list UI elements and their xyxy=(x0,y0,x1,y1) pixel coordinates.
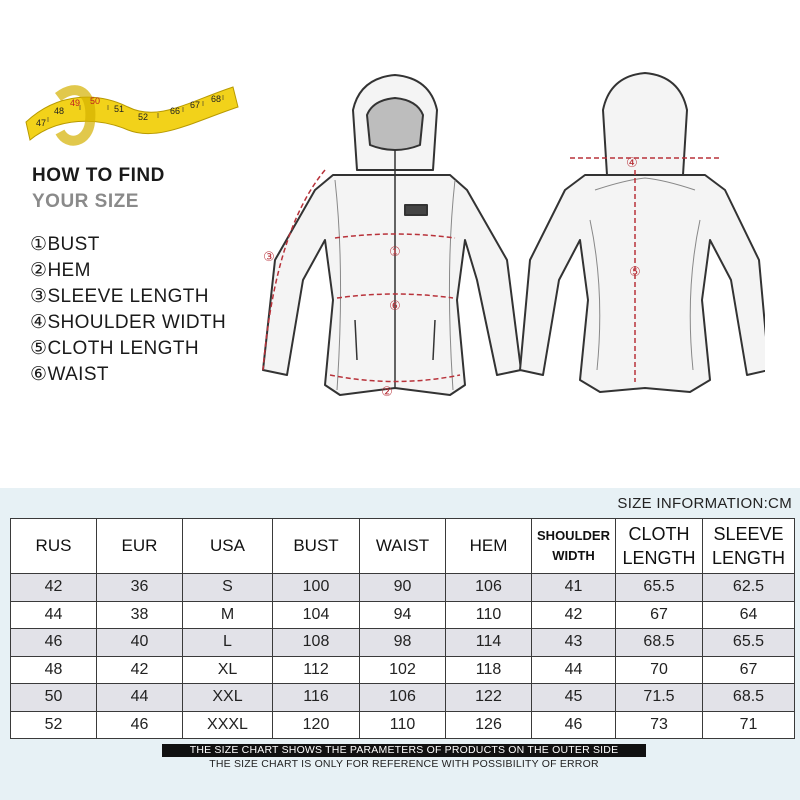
tape-number: 49 xyxy=(70,98,81,108)
header-cloth-length xyxy=(616,519,703,574)
table-cell: 116 xyxy=(273,684,360,712)
table-cell: 41 xyxy=(532,574,616,602)
header-line: WIDTH xyxy=(552,548,595,563)
table-cell: XL xyxy=(183,656,273,684)
legend-item-bust xyxy=(30,232,226,258)
header-usa: USA xyxy=(183,519,273,574)
legend-item-waist xyxy=(30,362,226,388)
tape-number: 51 xyxy=(114,104,125,114)
measurement-legend xyxy=(30,232,226,388)
table-cell: 110 xyxy=(360,711,446,739)
header-line: LENGTH xyxy=(711,548,785,568)
table-cell: 71.5 xyxy=(616,684,703,712)
table-cell: 122 xyxy=(446,684,532,712)
outer-side-note: THE SIZE CHART SHOWS THE PARAMETERS OF PRODUCTS ON THE OUTER SIDE xyxy=(162,744,646,757)
table-cell: 73 xyxy=(616,711,703,739)
jacket-diagram xyxy=(245,70,765,415)
table-row xyxy=(11,684,795,712)
table-cell: 106 xyxy=(360,684,446,712)
table-cell: 44 xyxy=(532,656,616,684)
table-cell: 45 xyxy=(532,684,616,712)
table-cell: 40 xyxy=(97,629,183,657)
measuring-tape-icon xyxy=(18,62,243,152)
table-cell: 38 xyxy=(97,601,183,629)
table-cell: 46 xyxy=(11,629,97,657)
table-cell: 114 xyxy=(446,629,532,657)
tape-number: 52 xyxy=(138,112,149,122)
header-rus: RUS xyxy=(11,519,97,574)
table-cell: 44 xyxy=(11,601,97,629)
table-cell: 48 xyxy=(11,656,97,684)
table-cell: 112 xyxy=(273,656,360,684)
legend-marker: ⑤ xyxy=(30,338,48,359)
table-cell: 44 xyxy=(97,684,183,712)
table-cell: 126 xyxy=(446,711,532,739)
legend-marker: ④ xyxy=(30,312,48,333)
jacket-back-icon xyxy=(520,73,765,392)
table-cell: 46 xyxy=(97,711,183,739)
legend-marker: ① xyxy=(30,234,48,255)
table-cell: 118 xyxy=(446,656,532,684)
marker-sleeve: ③ xyxy=(263,250,275,265)
tape-number: 50 xyxy=(90,96,101,106)
table-cell: 100 xyxy=(273,574,360,602)
legend-marker: ⑥ xyxy=(30,364,48,385)
table-cell: 50 xyxy=(11,684,97,712)
guide-heading xyxy=(32,165,165,213)
marker-length: ⑤ xyxy=(629,265,641,280)
table-cell: 106 xyxy=(446,574,532,602)
table-cell: 110 xyxy=(446,601,532,629)
legend-marker: ② xyxy=(30,260,48,281)
table-cell: 102 xyxy=(360,656,446,684)
header-line: CLOTH xyxy=(628,524,690,544)
table-cell: 120 xyxy=(273,711,360,739)
legend-item-hem xyxy=(30,258,226,284)
table-cell: 42 xyxy=(532,601,616,629)
reference-note: THE SIZE CHART IS ONLY FOR REFERENCE WITH POSSIBILITY OF ERROR xyxy=(209,758,599,770)
header-shoulder-width xyxy=(532,519,616,574)
table-cell: 68.5 xyxy=(616,629,703,657)
size-info-label: SIZE INFORMATION:CM xyxy=(617,495,792,512)
legend-label: SHOULDER WIDTH xyxy=(47,312,227,333)
table-cell: 52 xyxy=(11,711,97,739)
tape-number: 48 xyxy=(54,106,65,116)
legend-item-cloth-length xyxy=(30,336,226,362)
table-cell: 65.5 xyxy=(616,574,703,602)
marker-hem: ② xyxy=(381,385,393,400)
table-cell: 64 xyxy=(703,601,795,629)
table-header-row xyxy=(11,519,795,574)
tape-number: 67 xyxy=(190,100,201,110)
table-cell: 36 xyxy=(97,574,183,602)
table-cell: XXXL xyxy=(183,711,273,739)
guide-heading-line2: YOUR SIZE xyxy=(32,191,139,212)
table-cell: 46 xyxy=(532,711,616,739)
legend-label: HEM xyxy=(47,260,91,281)
size-table xyxy=(10,518,795,739)
marker-bust: ① xyxy=(389,245,401,260)
table-cell: XXL xyxy=(183,684,273,712)
table-cell: 68.5 xyxy=(703,684,795,712)
table-cell: 67 xyxy=(703,656,795,684)
tape-number: 68 xyxy=(211,94,222,104)
table-row xyxy=(11,629,795,657)
table-row xyxy=(11,711,795,739)
legend-item-sleeve-length xyxy=(30,284,226,310)
table-cell: 67 xyxy=(616,601,703,629)
tape-number: 47 xyxy=(36,118,47,128)
table-cell: 70 xyxy=(616,656,703,684)
header-hem: HEM xyxy=(446,519,532,574)
header-line: SLEEVE xyxy=(713,524,784,544)
table-row xyxy=(11,601,795,629)
marker-shoulder: ④ xyxy=(626,156,638,171)
table-cell: M xyxy=(183,601,273,629)
marker-waist: ⑥ xyxy=(389,299,401,314)
table-cell: 108 xyxy=(273,629,360,657)
guide-heading-line1: HOW TO FIND xyxy=(32,165,165,186)
table-cell: 71 xyxy=(703,711,795,739)
header-eur: EUR xyxy=(97,519,183,574)
size-chart-panel xyxy=(0,488,800,800)
table-cell: 98 xyxy=(360,629,446,657)
legend-label: WAIST xyxy=(47,364,109,385)
tape-number: 66 xyxy=(170,106,181,116)
legend-item-shoulder-width xyxy=(30,310,226,336)
jacket-front-icon xyxy=(263,75,521,395)
header-waist: WAIST xyxy=(360,519,446,574)
table-cell: 42 xyxy=(97,656,183,684)
table-cell: L xyxy=(183,629,273,657)
table-cell: 104 xyxy=(273,601,360,629)
table-cell: S xyxy=(183,574,273,602)
header-sleeve-length xyxy=(703,519,795,574)
table-cell: 42 xyxy=(11,574,97,602)
header-bust: BUST xyxy=(273,519,360,574)
table-cell: 94 xyxy=(360,601,446,629)
table-cell: 43 xyxy=(532,629,616,657)
table-cell: 90 xyxy=(360,574,446,602)
header-line: LENGTH xyxy=(622,548,696,568)
legend-marker: ③ xyxy=(30,286,48,307)
table-cell: 65.5 xyxy=(703,629,795,657)
header-line: SHOULDER xyxy=(537,528,610,543)
table-row xyxy=(11,574,795,602)
table-row xyxy=(11,656,795,684)
table-cell: 62.5 xyxy=(703,574,795,602)
legend-label: BUST xyxy=(47,234,100,255)
legend-label: CLOTH LENGTH xyxy=(47,338,199,359)
legend-label: SLEEVE LENGTH xyxy=(47,286,209,307)
